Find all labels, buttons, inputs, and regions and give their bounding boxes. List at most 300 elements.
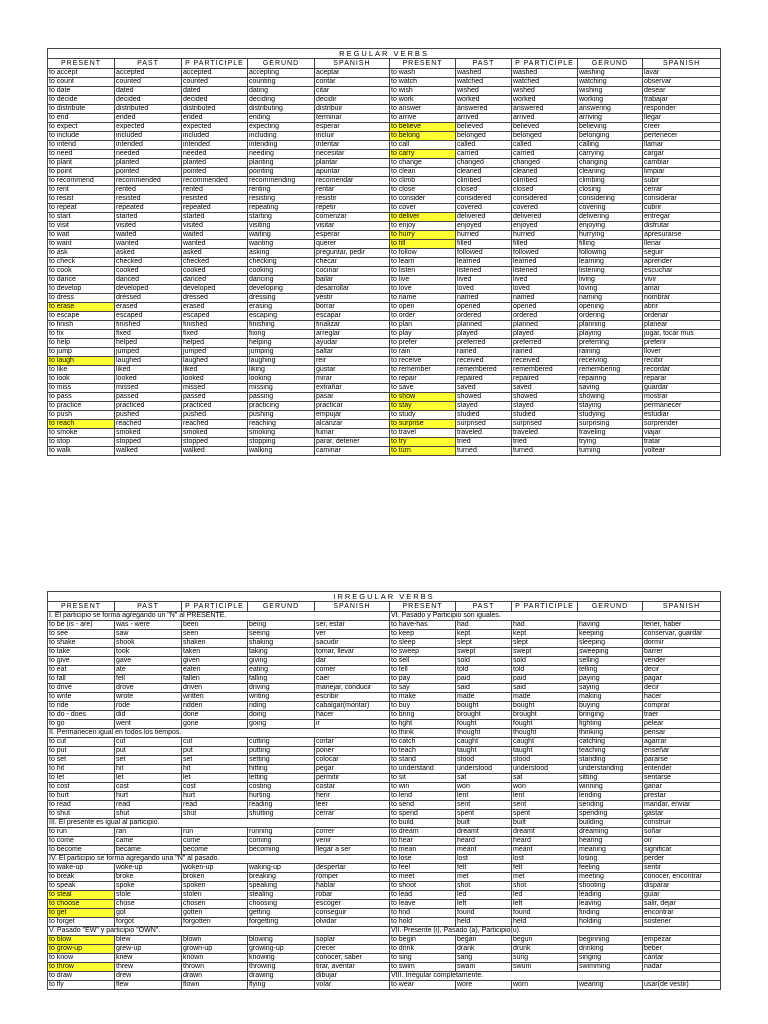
verb-cell: said	[456, 684, 512, 693]
verb-cell: alcanzar	[315, 420, 390, 429]
verb-cell: amar	[643, 285, 721, 294]
verb-cell: letting	[248, 774, 315, 783]
verb-cell: ser, estar	[315, 621, 390, 630]
column-header: SPANISH	[643, 602, 721, 612]
verb-cell: developing	[248, 285, 315, 294]
verb-cell: belonging	[578, 132, 643, 141]
table-row	[48, 648, 721, 657]
verb-cell: cooking	[248, 267, 315, 276]
verb-cell: made	[456, 693, 512, 702]
verb-cell: observar	[643, 78, 721, 87]
verb-cell: visiting	[248, 222, 315, 231]
verb-cell: recibir	[643, 357, 721, 366]
verb-cell: accepted	[182, 69, 248, 78]
verb-cell: sitting	[578, 774, 643, 783]
verb-cell: washing	[578, 69, 643, 78]
verb-present-cell: to leave	[390, 900, 456, 909]
verb-cell: built	[512, 819, 578, 828]
verb-cell: esperar	[315, 231, 390, 240]
verb-cell: repairing	[578, 375, 643, 384]
verb-cell: believing	[578, 123, 643, 132]
table-row	[48, 936, 721, 945]
verb-cell: showing	[578, 393, 643, 402]
verb-cell: tried	[512, 438, 578, 447]
verb-cell: preferring	[578, 339, 643, 348]
verb-cell: meeting	[578, 873, 643, 882]
verb-cell: left	[456, 900, 512, 909]
table-row	[48, 792, 721, 801]
verb-cell: delivered	[456, 213, 512, 222]
verb-present-cell: to do - does	[48, 711, 115, 720]
verb-present-cell: to include	[48, 132, 115, 141]
verb-present-cell: to show	[390, 393, 456, 402]
verb-cell: counting	[248, 78, 315, 87]
verb-present-cell: to sleep	[390, 639, 456, 648]
verb-cell: disfrutar	[643, 222, 721, 231]
verb-present-cell: to intend	[48, 141, 115, 150]
verb-cell: romper	[315, 873, 390, 882]
verb-cell: laughing	[248, 357, 315, 366]
table-row	[48, 828, 721, 837]
verb-present-cell: to choose	[48, 900, 115, 909]
verb-present-cell: to sell	[390, 657, 456, 666]
verb-cell: sent	[512, 801, 578, 810]
verb-cell: ir	[315, 720, 390, 729]
verb-cell: understood	[456, 765, 512, 774]
table-row	[48, 402, 721, 411]
verb-present-cell: to develop	[48, 285, 115, 294]
verb-cell: broken	[182, 873, 248, 882]
verb-cell: rentar	[315, 186, 390, 195]
table-row	[48, 747, 721, 756]
verb-cell: saltar	[315, 348, 390, 357]
verb-present-cell: to find	[390, 909, 456, 918]
verb-cell: sentir	[643, 864, 721, 873]
verb-cell: recordar	[643, 366, 721, 375]
verb-cell: crecer	[315, 945, 390, 954]
verb-cell: conocer, saber	[315, 954, 390, 963]
verb-cell: mostrar	[643, 393, 721, 402]
verb-present-cell: to cook	[48, 267, 115, 276]
table-row	[48, 69, 721, 78]
verb-cell: venir	[315, 837, 390, 846]
verb-cell: missed	[115, 384, 182, 393]
verb-cell: shaking	[248, 639, 315, 648]
verb-cell: stolen	[182, 891, 248, 900]
verb-cell: helped	[115, 339, 182, 348]
verb-cell: eating	[248, 666, 315, 675]
verb-cell: choosing	[248, 900, 315, 909]
verb-cell: making	[578, 693, 643, 702]
verb-cell: dressed	[182, 294, 248, 303]
verb-cell: poner	[315, 747, 390, 756]
verb-cell: naming	[578, 294, 643, 303]
verb-cell: cut	[115, 738, 182, 747]
verb-cell: escuchar	[643, 267, 721, 276]
verb-present-cell: to open	[390, 303, 456, 312]
verb-cell: began	[456, 936, 512, 945]
verb-cell: understanding	[578, 765, 643, 774]
verb-cell: sentarse	[643, 774, 721, 783]
verb-cell: following	[578, 249, 643, 258]
irregular-verbs-body	[48, 612, 721, 990]
verb-cell: resisted	[182, 195, 248, 204]
verb-cell: bought	[512, 702, 578, 711]
verb-cell: aceptar	[315, 69, 390, 78]
verb-cell: raining	[578, 348, 643, 357]
verb-cell: wished	[512, 87, 578, 96]
verb-cell: soñar	[643, 828, 721, 837]
verb-cell: reaching	[248, 420, 315, 429]
verb-cell: considered	[456, 195, 512, 204]
table-row	[48, 267, 721, 276]
verb-cell: feeling	[578, 864, 643, 873]
verb-cell: surprising	[578, 420, 643, 429]
verb-cell: sacudir	[315, 639, 390, 648]
verb-cell: tomar, llevar	[315, 648, 390, 657]
verb-cell: mandar, enviar	[643, 801, 721, 810]
verb-cell: stayed	[512, 402, 578, 411]
verb-cell: dreaming	[578, 828, 643, 837]
verb-present-cell: to belong	[390, 132, 456, 141]
verb-cell: querer	[315, 240, 390, 249]
verb-cell: holding	[578, 918, 643, 927]
irregular-verbs-sheet	[47, 591, 720, 990]
verb-cell: heard	[456, 837, 512, 846]
verb-cell: rained	[512, 348, 578, 357]
verb-cell: cubrir	[643, 204, 721, 213]
verb-present-cell: to wear	[390, 981, 456, 990]
verb-cell: wanting	[248, 240, 315, 249]
verb-cell: asking	[248, 249, 315, 258]
verb-cell: drunk	[512, 945, 578, 954]
table-title: REGULAR VERBS	[48, 49, 721, 59]
verb-cell: intended	[115, 141, 182, 150]
verb-present-cell: to fill	[390, 240, 456, 249]
verb-cell: limpiar	[643, 168, 721, 177]
verb-cell: drew	[115, 972, 182, 981]
table-row	[48, 105, 721, 114]
verb-cell: thought	[456, 729, 512, 738]
verb-present-cell: to try	[390, 438, 456, 447]
column-header: P PARTICIPLE	[512, 59, 578, 69]
verb-cell: ordered	[456, 312, 512, 321]
verb-cell: enjoying	[578, 222, 643, 231]
verb-cell: terminar	[315, 114, 390, 123]
verb-cell: ate	[115, 666, 182, 675]
verb-cell: practiced	[182, 402, 248, 411]
verb-cell: arriving	[578, 114, 643, 123]
verb-present-cell: to hear	[390, 837, 456, 846]
verb-cell: visited	[182, 222, 248, 231]
verb-cell: hitting	[248, 765, 315, 774]
table-row	[48, 945, 721, 954]
verb-present-cell: to sit	[390, 774, 456, 783]
verb-cell: shut	[182, 810, 248, 819]
verb-cell: included	[115, 132, 182, 141]
verb-cell: dated	[115, 87, 182, 96]
verb-cell: esperar	[315, 123, 390, 132]
verb-cell: paid	[512, 675, 578, 684]
verb-cell: jumping	[248, 348, 315, 357]
verb-cell: erased	[182, 303, 248, 312]
verb-cell: told	[512, 666, 578, 675]
verb-present-cell: to rent	[48, 186, 115, 195]
column-header: PAST	[115, 59, 182, 69]
verb-cell: breaking	[248, 873, 315, 882]
verb-cell: escaped	[115, 312, 182, 321]
verb-cell: put	[115, 747, 182, 756]
verb-cell: stealing	[248, 891, 315, 900]
verb-cell: wished	[456, 87, 512, 96]
verb-cell: tried	[456, 438, 512, 447]
verb-present-cell: to end	[48, 114, 115, 123]
table-row	[48, 774, 721, 783]
verb-present-cell: to live	[390, 276, 456, 285]
verb-present-cell: to shut	[48, 810, 115, 819]
verb-cell: recommended	[115, 177, 182, 186]
verb-cell: begun	[512, 936, 578, 945]
verb-cell: repeating	[248, 204, 315, 213]
verb-cell: swept	[512, 648, 578, 657]
verb-cell: parar, detener	[315, 438, 390, 447]
verb-cell: hit	[182, 765, 248, 774]
verb-cell: entregar	[643, 213, 721, 222]
verb-present-cell: to hurt	[48, 792, 115, 801]
verb-cell: enjoyed	[512, 222, 578, 231]
table-row	[48, 630, 721, 639]
verb-cell: expecting	[248, 123, 315, 132]
verb-cell: stole	[115, 891, 182, 900]
table-row	[48, 684, 721, 693]
verb-cell: responder	[643, 105, 721, 114]
verb-cell: ganar	[643, 783, 721, 792]
verb-cell: dressing	[248, 294, 315, 303]
column-header-row	[48, 59, 721, 69]
regular-verbs-body	[48, 69, 721, 456]
verb-cell: chosen	[182, 900, 248, 909]
regular-verbs-sheet	[47, 48, 720, 456]
table-row	[48, 972, 721, 981]
verb-cell: seeing	[248, 630, 315, 639]
table-row	[48, 240, 721, 249]
verb-cell: passing	[248, 393, 315, 402]
verb-present-cell: to win	[390, 783, 456, 792]
verb-cell: usar(de vestir)	[643, 981, 721, 990]
verb-cell: costing	[248, 783, 315, 792]
table-row	[48, 258, 721, 267]
verb-cell: arrived	[456, 114, 512, 123]
verb-cell: tratar	[643, 438, 721, 447]
verb-cell: blew	[115, 936, 182, 945]
verb-cell: saved	[456, 384, 512, 393]
verb-cell: dormir	[643, 639, 721, 648]
verb-cell: repetir	[315, 204, 390, 213]
verb-cell: bought	[456, 702, 512, 711]
verb-present-cell: to prefer	[390, 339, 456, 348]
verb-cell: guardar	[643, 384, 721, 393]
verb-cell: hit	[115, 765, 182, 774]
verb-present-cell: to turn	[390, 447, 456, 456]
verb-cell: sung	[512, 954, 578, 963]
verb-cell: entender	[643, 765, 721, 774]
verb-cell: surprised	[512, 420, 578, 429]
verb-cell: erased	[115, 303, 182, 312]
verb-cell: followed	[512, 249, 578, 258]
verb-cell: pararse	[643, 756, 721, 765]
verb-cell: being	[248, 621, 315, 630]
verb-cell: took	[115, 648, 182, 657]
verb-present-cell: to recommend	[48, 177, 115, 186]
verb-cell: desarrollar	[315, 285, 390, 294]
verb-present-cell: to enjoy	[390, 222, 456, 231]
verb-cell: trabajar	[643, 96, 721, 105]
verb-cell: held	[512, 918, 578, 927]
verb-cell: significar	[643, 846, 721, 855]
verb-present-cell: to help	[48, 339, 115, 348]
verb-present-cell: to finish	[48, 321, 115, 330]
table-row	[48, 963, 721, 972]
verb-cell: woken-up	[182, 864, 248, 873]
verb-cell: drank	[456, 945, 512, 954]
verb-present-cell: to escape	[48, 312, 115, 321]
verb-present-cell: to break	[48, 873, 115, 882]
verb-cell: learned	[456, 258, 512, 267]
table-row	[48, 693, 721, 702]
verb-cell: nombrar	[643, 294, 721, 303]
verb-cell: working	[578, 96, 643, 105]
verb-present-cell: to point	[48, 168, 115, 177]
verb-cell: listening	[578, 267, 643, 276]
verb-cell: distributed	[115, 105, 182, 114]
verb-cell: abrir	[643, 303, 721, 312]
verb-cell: pasar	[315, 393, 390, 402]
verb-cell: considerar	[643, 195, 721, 204]
verb-cell: tirar, aventar	[315, 963, 390, 972]
verb-present-cell: to stay	[390, 402, 456, 411]
verb-cell: escoger	[315, 900, 390, 909]
verb-present-cell: to keep	[390, 630, 456, 639]
verb-cell: necesitar	[315, 150, 390, 159]
verb-cell: wanted	[115, 240, 182, 249]
verb-cell: staying	[578, 402, 643, 411]
verb-cell: calling	[578, 141, 643, 150]
verb-cell: reached	[115, 420, 182, 429]
verb-present-cell: to hurry	[390, 231, 456, 240]
verb-cell: included	[182, 132, 248, 141]
verb-cell: ver	[315, 630, 390, 639]
verb-cell: planear	[643, 321, 721, 330]
table-row	[48, 87, 721, 96]
verb-present-cell: to rain	[390, 348, 456, 357]
table-row	[48, 855, 721, 864]
verb-cell: taught	[456, 747, 512, 756]
section-heading: VII. Presente (i), Pasado (a), Participio(u).	[390, 927, 721, 936]
verb-cell: was - were	[115, 621, 182, 630]
verb-cell: cocinar	[315, 267, 390, 276]
verb-cell: spoke	[115, 882, 182, 891]
verb-cell: cambiar	[643, 159, 721, 168]
verb-present-cell: to travel	[390, 429, 456, 438]
table-row	[48, 720, 721, 729]
verb-cell: saw	[115, 630, 182, 639]
verb-cell: become	[182, 846, 248, 855]
verb-cell: closed	[456, 186, 512, 195]
verb-cell: accepting	[248, 69, 315, 78]
verb-cell: kept	[456, 630, 512, 639]
verb-present-cell: to practice	[48, 402, 115, 411]
table-row	[48, 900, 721, 909]
verb-cell: enseñar	[643, 747, 721, 756]
verb-cell: said	[512, 684, 578, 693]
verb-cell: finished	[115, 321, 182, 330]
verb-cell: worked	[456, 96, 512, 105]
verb-cell: robar	[315, 891, 390, 900]
table-row	[48, 819, 721, 828]
table-row	[48, 132, 721, 141]
verb-cell: asked	[182, 249, 248, 258]
verb-present-cell: to come	[48, 837, 115, 846]
verb-cell: construir	[643, 819, 721, 828]
verb-cell: smoked	[182, 429, 248, 438]
verb-cell: slept	[456, 639, 512, 648]
verb-cell: decidir	[315, 96, 390, 105]
verb-cell: thought	[512, 729, 578, 738]
verb-cell: planted	[182, 159, 248, 168]
column-header: GERUND	[248, 602, 315, 612]
verb-cell: danced	[115, 276, 182, 285]
verb-cell: felt	[512, 864, 578, 873]
table-row	[48, 411, 721, 420]
verb-present-cell: to let	[48, 774, 115, 783]
verb-present-cell: to smoke	[48, 429, 115, 438]
verb-cell: reading	[248, 801, 315, 810]
verb-cell: walking	[248, 447, 315, 456]
section-heading: IV. El participio se forma agregando una "N" al pasado.	[48, 855, 390, 864]
verb-cell: run	[182, 828, 248, 837]
verb-cell: stopped	[182, 438, 248, 447]
table-row	[48, 177, 721, 186]
verb-present-cell: to spend	[390, 810, 456, 819]
verb-cell: caught	[512, 738, 578, 747]
table-row	[48, 873, 721, 882]
verb-present-cell: to drive	[48, 684, 115, 693]
table-row	[48, 639, 721, 648]
verb-cell: lived	[512, 276, 578, 285]
verb-cell: distributed	[182, 105, 248, 114]
verb-cell: shook	[115, 639, 182, 648]
verb-cell: volar	[315, 981, 390, 990]
table-row	[48, 285, 721, 294]
table-row	[48, 321, 721, 330]
verb-cell: getting	[248, 909, 315, 918]
verb-cell: finishing	[248, 321, 315, 330]
verb-cell: escribir	[315, 693, 390, 702]
verb-cell: thinking	[578, 729, 643, 738]
verb-cell: started	[115, 213, 182, 222]
column-header: SPANISH	[315, 602, 390, 612]
verb-present-cell: to dream	[390, 828, 456, 837]
verb-cell: vivir	[643, 276, 721, 285]
verb-cell: lost	[456, 855, 512, 864]
verb-cell: wrote	[115, 693, 182, 702]
verb-cell: met	[512, 873, 578, 882]
verb-cell: checking	[248, 258, 315, 267]
verb-cell: remembered	[512, 366, 578, 375]
verb-cell: going	[248, 720, 315, 729]
table-row	[48, 114, 721, 123]
verb-cell: believed	[456, 123, 512, 132]
